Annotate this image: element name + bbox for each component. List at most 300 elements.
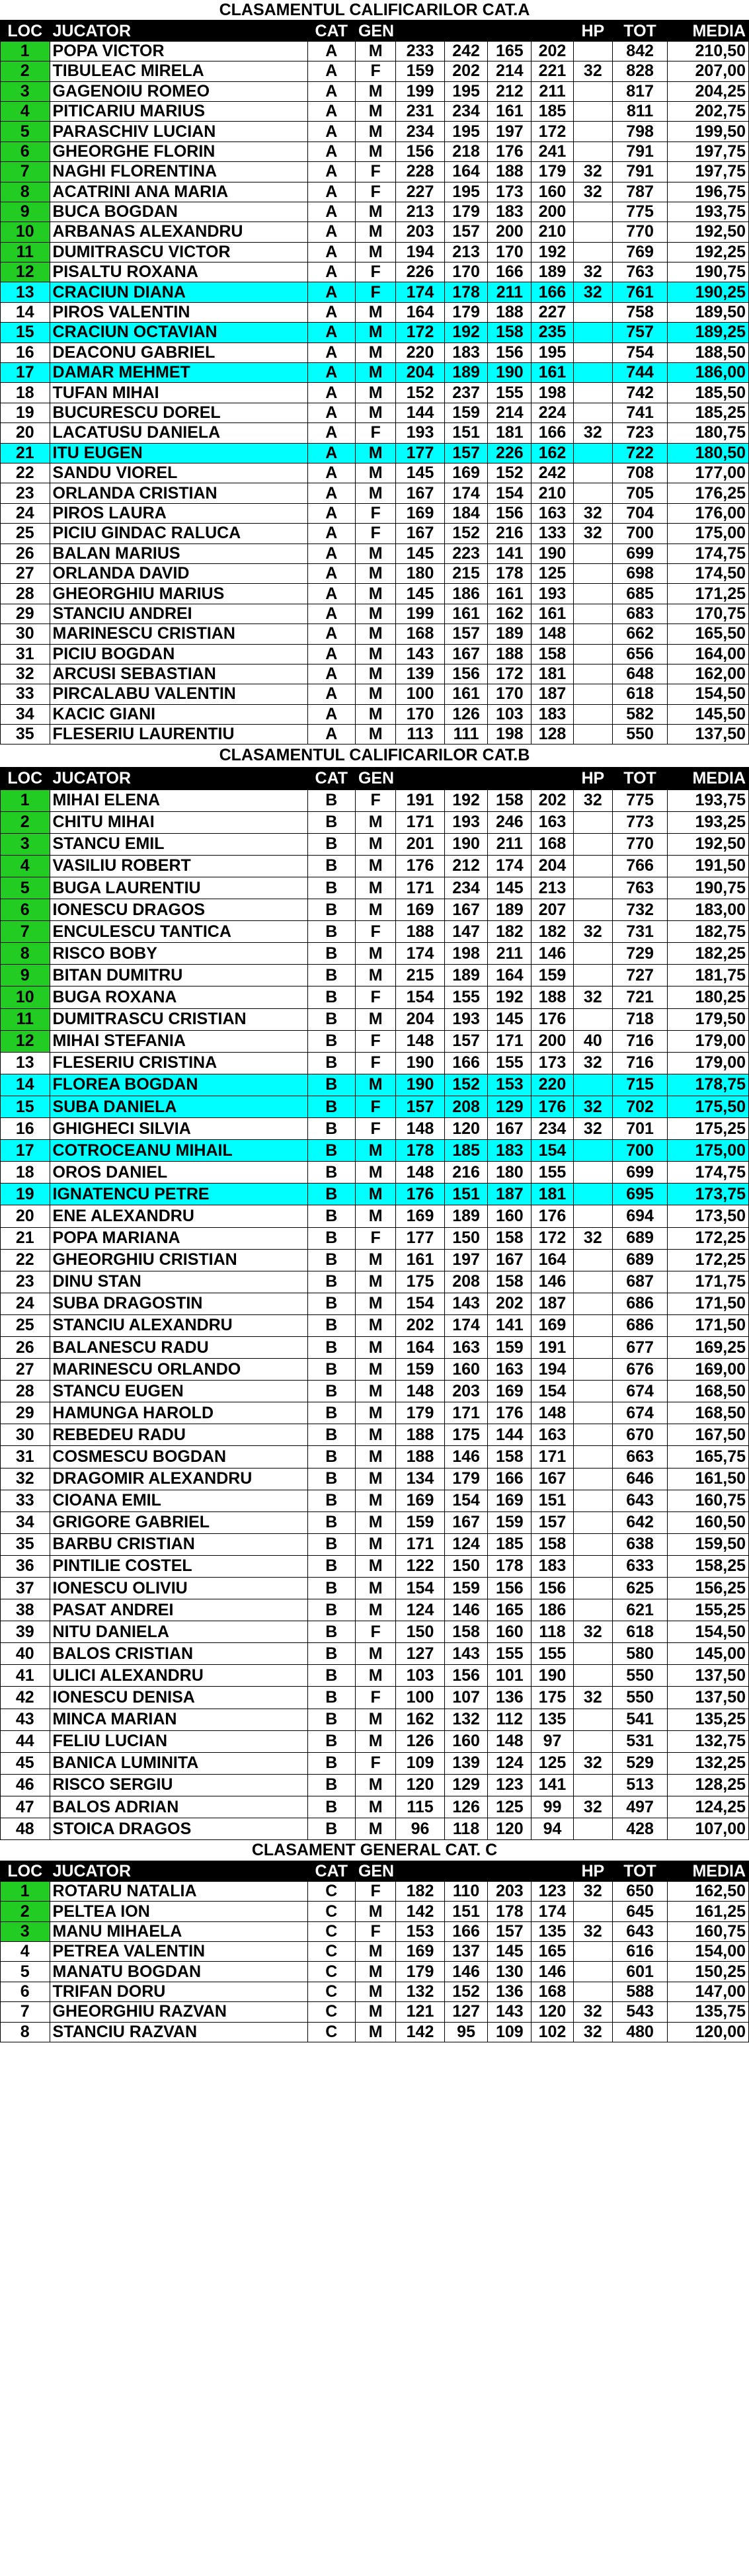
average-cell: 170,75 bbox=[668, 604, 749, 624]
game3-cell: 170 bbox=[488, 684, 532, 704]
player-name-cell: SANDU VIOREL bbox=[50, 463, 307, 483]
average-cell: 177,00 bbox=[668, 463, 749, 483]
rank-cell: 12 bbox=[1, 262, 50, 282]
total-cell: 621 bbox=[612, 1599, 667, 1621]
game4-cell: 148 bbox=[532, 1402, 574, 1424]
game3-cell: 200 bbox=[488, 222, 532, 242]
game3-cell: 192 bbox=[488, 986, 532, 1008]
average-cell: 137,50 bbox=[668, 1687, 749, 1709]
rank-cell: 3 bbox=[1, 833, 50, 855]
average-cell: 174,50 bbox=[668, 563, 749, 583]
game4-cell: 133 bbox=[532, 524, 574, 543]
gender-cell: M bbox=[355, 202, 395, 221]
game3-cell: 136 bbox=[488, 1982, 532, 2001]
average-cell: 172,25 bbox=[668, 1249, 749, 1271]
table-row bbox=[1, 1227, 749, 1249]
handicap-cell bbox=[573, 1578, 612, 1599]
player-name-cell: ACATRINI ANA MARIA bbox=[50, 182, 307, 202]
game2-cell: 157 bbox=[444, 443, 488, 463]
game3-cell: 158 bbox=[488, 1271, 532, 1293]
handicap-cell bbox=[573, 644, 612, 664]
average-cell: 169,00 bbox=[668, 1359, 749, 1381]
handicap-cell: 32 bbox=[573, 1752, 612, 1774]
category-cell: B bbox=[307, 1249, 355, 1271]
total-cell: 716 bbox=[612, 1052, 667, 1074]
rank-cell: 15 bbox=[1, 323, 50, 342]
handicap-cell bbox=[573, 1381, 612, 1402]
table-row bbox=[1, 1555, 749, 1577]
game3-cell: 188 bbox=[488, 644, 532, 664]
table-row bbox=[1, 986, 749, 1008]
handicap-cell bbox=[573, 1643, 612, 1665]
game2-cell: 154 bbox=[444, 1490, 488, 1511]
game1-cell: 169 bbox=[396, 1942, 444, 1962]
handicap-cell: 32 bbox=[573, 182, 612, 202]
total-cell: 529 bbox=[612, 1752, 667, 1774]
game2-cell: 160 bbox=[444, 1359, 488, 1381]
player-name-cell: BALOS ADRIAN bbox=[50, 1796, 307, 1818]
table-header-row bbox=[1, 768, 749, 789]
category-cell: A bbox=[307, 81, 355, 101]
handicap-cell bbox=[573, 584, 612, 604]
handicap-cell bbox=[573, 1490, 612, 1511]
game3-cell: 125 bbox=[488, 1796, 532, 1818]
game3-cell: 178 bbox=[488, 563, 532, 583]
game2-cell: 189 bbox=[444, 965, 488, 986]
game4-cell: 172 bbox=[532, 122, 574, 141]
gender-cell: F bbox=[355, 524, 395, 543]
average-cell: 188,50 bbox=[668, 342, 749, 362]
game4-cell: 154 bbox=[532, 1140, 574, 1162]
game2-cell: 223 bbox=[444, 543, 488, 563]
total-cell: 723 bbox=[612, 423, 667, 443]
rank-cell: 47 bbox=[1, 1796, 50, 1818]
handicap-cell bbox=[573, 1205, 612, 1227]
total-cell: 650 bbox=[612, 1881, 667, 1901]
rank-cell: 7 bbox=[1, 162, 50, 182]
game1-cell: 203 bbox=[396, 222, 444, 242]
game1-cell: 233 bbox=[396, 41, 444, 61]
total-cell: 638 bbox=[612, 1533, 667, 1555]
average-cell: 192,25 bbox=[668, 242, 749, 262]
table-row bbox=[1, 443, 749, 463]
game2-cell: 143 bbox=[444, 1643, 488, 1665]
game2-cell: 185 bbox=[444, 1140, 488, 1162]
average-cell: 178,75 bbox=[668, 1074, 749, 1096]
game2-cell: 160 bbox=[444, 1730, 488, 1752]
total-cell: 428 bbox=[612, 1818, 667, 1840]
game1-cell: 174 bbox=[396, 282, 444, 302]
game4-cell: 97 bbox=[532, 1730, 574, 1752]
total-cell: 648 bbox=[612, 664, 667, 684]
game2-cell: 151 bbox=[444, 423, 488, 443]
rank-cell: 9 bbox=[1, 965, 50, 986]
game2-cell: 132 bbox=[444, 1709, 488, 1730]
game4-cell: 172 bbox=[532, 1227, 574, 1249]
game2-cell: 215 bbox=[444, 563, 488, 583]
game2-cell: 126 bbox=[444, 1796, 488, 1818]
table-row bbox=[1, 1982, 749, 2001]
total-cell: 550 bbox=[612, 1687, 667, 1709]
player-name-cell: BALOS CRISTIAN bbox=[50, 1643, 307, 1665]
table-row bbox=[1, 403, 749, 423]
game3-cell: 183 bbox=[488, 1140, 532, 1162]
player-name-cell: BARBU CRISTIAN bbox=[50, 1533, 307, 1555]
total-cell: 701 bbox=[612, 1118, 667, 1140]
game3-cell: 161 bbox=[488, 584, 532, 604]
game1-cell: 157 bbox=[396, 1096, 444, 1117]
game1-cell: 122 bbox=[396, 1555, 444, 1577]
handicap-cell bbox=[573, 1942, 612, 1962]
total-cell: 698 bbox=[612, 563, 667, 583]
rank-cell: 20 bbox=[1, 1205, 50, 1227]
game3-cell: 176 bbox=[488, 1402, 532, 1424]
section-title: CLASAMENTUL CALIFICARILOR CAT.B bbox=[0, 745, 749, 767]
total-cell: 791 bbox=[612, 162, 667, 182]
table-row bbox=[1, 899, 749, 921]
game3-cell: 214 bbox=[488, 403, 532, 423]
handicap-cell: 32 bbox=[573, 1881, 612, 1901]
gender-cell: M bbox=[355, 81, 395, 101]
game3-cell: 159 bbox=[488, 1511, 532, 1533]
category-cell: B bbox=[307, 1096, 355, 1117]
game3-cell: 165 bbox=[488, 41, 532, 61]
game4-cell: 99 bbox=[532, 1796, 574, 1818]
total-cell: 731 bbox=[612, 921, 667, 943]
table-row bbox=[1, 483, 749, 503]
total-cell: 683 bbox=[612, 604, 667, 624]
handicap-cell bbox=[573, 1249, 612, 1271]
gender-cell: M bbox=[355, 1293, 395, 1314]
gender-cell: M bbox=[355, 1730, 395, 1752]
total-cell: 689 bbox=[612, 1249, 667, 1271]
handicap-cell: 32 bbox=[573, 1621, 612, 1643]
gender-cell: M bbox=[355, 1446, 395, 1468]
rank-cell: 14 bbox=[1, 1074, 50, 1096]
game4-cell: 207 bbox=[532, 899, 574, 921]
game4-cell: 155 bbox=[532, 1643, 574, 1665]
game2-cell: 143 bbox=[444, 1293, 488, 1314]
average-cell: 132,25 bbox=[668, 1752, 749, 1774]
handicap-cell: 32 bbox=[573, 262, 612, 282]
game1-cell: 132 bbox=[396, 1982, 444, 2001]
player-name-cell: TUFAN MIHAI bbox=[50, 383, 307, 403]
game2-cell: 150 bbox=[444, 1555, 488, 1577]
game2-cell: 197 bbox=[444, 1249, 488, 1271]
average-cell: 183,00 bbox=[668, 899, 749, 921]
rank-cell: 35 bbox=[1, 1533, 50, 1555]
handicap-cell bbox=[573, 323, 612, 342]
rank-cell: 46 bbox=[1, 1774, 50, 1796]
total-cell: 708 bbox=[612, 463, 667, 483]
handicap-cell: 32 bbox=[573, 1227, 612, 1249]
game2-cell: 156 bbox=[444, 1665, 488, 1687]
average-cell: 172,25 bbox=[668, 1227, 749, 1249]
handicap-cell: 32 bbox=[573, 2022, 612, 2042]
game1-header bbox=[396, 1861, 444, 1881]
game3-cell: 197 bbox=[488, 122, 532, 141]
game4-cell: 161 bbox=[532, 604, 574, 624]
gender-cell: M bbox=[355, 1902, 395, 1921]
table-row bbox=[1, 1402, 749, 1424]
handicap-cell bbox=[573, 1140, 612, 1162]
game4-cell: 187 bbox=[532, 1293, 574, 1314]
section-title: CLASAMENT GENERAL CAT. C bbox=[0, 1840, 749, 1861]
gender-cell: M bbox=[355, 1162, 395, 1184]
gender-cell: M bbox=[355, 584, 395, 604]
game2-cell: 234 bbox=[444, 877, 488, 899]
handicap-cell bbox=[573, 725, 612, 745]
game4-cell: 141 bbox=[532, 1774, 574, 1796]
category-cell: A bbox=[307, 383, 355, 403]
gender-cell: F bbox=[355, 1921, 395, 1941]
category-cell: A bbox=[307, 604, 355, 624]
game3-cell: 216 bbox=[488, 524, 532, 543]
rank-cell: 21 bbox=[1, 1227, 50, 1249]
table-row bbox=[1, 61, 749, 81]
average-cell: 164,00 bbox=[668, 644, 749, 664]
game2-cell: 184 bbox=[444, 503, 488, 523]
game3-cell: 169 bbox=[488, 1490, 532, 1511]
game4-cell: 210 bbox=[532, 483, 574, 503]
gender-cell: M bbox=[355, 725, 395, 745]
table-row bbox=[1, 1336, 749, 1358]
handicap-cell bbox=[573, 1314, 612, 1336]
player-name-cell: PASAT ANDREI bbox=[50, 1599, 307, 1621]
category-cell: B bbox=[307, 1052, 355, 1074]
gender-cell: M bbox=[355, 483, 395, 503]
table-row bbox=[1, 1774, 749, 1796]
table-row bbox=[1, 1314, 749, 1336]
game1-cell: 213 bbox=[396, 202, 444, 221]
handicap-cell bbox=[573, 1293, 612, 1314]
total-cell: 721 bbox=[612, 986, 667, 1008]
gender-cell: F bbox=[355, 1687, 395, 1709]
average-cell: 197,75 bbox=[668, 141, 749, 161]
player-name-cell: PIROS LAURA bbox=[50, 503, 307, 523]
game1-cell: 231 bbox=[396, 101, 444, 121]
table-row bbox=[1, 1752, 749, 1774]
category-cell: B bbox=[307, 1730, 355, 1752]
game1-cell: 204 bbox=[396, 363, 444, 383]
player-name-cell: MARINESCU CRISTIAN bbox=[50, 624, 307, 644]
game3-cell: 178 bbox=[488, 1555, 532, 1577]
game2-cell: 208 bbox=[444, 1096, 488, 1117]
total-cell: 663 bbox=[612, 1446, 667, 1468]
game1-cell: 103 bbox=[396, 1665, 444, 1687]
total-cell: 754 bbox=[612, 342, 667, 362]
game4-cell: 200 bbox=[532, 1030, 574, 1052]
game4-cell: 159 bbox=[532, 965, 574, 986]
category-cell: B bbox=[307, 1184, 355, 1205]
category-cell: A bbox=[307, 141, 355, 161]
game1-cell: 148 bbox=[396, 1030, 444, 1052]
average-cell: 176,00 bbox=[668, 503, 749, 523]
game2-cell: 166 bbox=[444, 1921, 488, 1941]
game4-cell: 169 bbox=[532, 1314, 574, 1336]
average-cell: 169,25 bbox=[668, 1336, 749, 1358]
table-row bbox=[1, 1796, 749, 1818]
gender-cell: M bbox=[355, 41, 395, 61]
average-cell: 199,50 bbox=[668, 122, 749, 141]
rank-cell: 6 bbox=[1, 141, 50, 161]
player-name-cell: STANCIU RAZVAN bbox=[50, 2022, 307, 2042]
handicap-cell bbox=[573, 563, 612, 583]
game2-cell: 150 bbox=[444, 1227, 488, 1249]
game2-cell: 183 bbox=[444, 342, 488, 362]
rank-cell: 48 bbox=[1, 1818, 50, 1840]
gender-cell: M bbox=[355, 1982, 395, 2001]
game2-cell: 164 bbox=[444, 162, 488, 182]
game3-cell: 136 bbox=[488, 1687, 532, 1709]
table-row bbox=[1, 182, 749, 202]
gender-cell: M bbox=[355, 1962, 395, 1982]
game2-cell: 137 bbox=[444, 1942, 488, 1962]
game4-cell: 198 bbox=[532, 383, 574, 403]
table-row bbox=[1, 1140, 749, 1162]
game4-cell: 235 bbox=[532, 323, 574, 342]
gender-cell: F bbox=[355, 1621, 395, 1643]
rank-cell: 26 bbox=[1, 1336, 50, 1358]
game2-cell: 195 bbox=[444, 81, 488, 101]
rank-cell: 22 bbox=[1, 1249, 50, 1271]
game3-header bbox=[488, 21, 532, 41]
category-cell: A bbox=[307, 41, 355, 61]
handicap-cell bbox=[573, 1511, 612, 1533]
game3-cell: 185 bbox=[488, 1533, 532, 1555]
gender-cell: M bbox=[355, 2002, 395, 2022]
rank-cell: 11 bbox=[1, 1008, 50, 1030]
total-cell: 601 bbox=[612, 1962, 667, 1982]
game1-cell: 124 bbox=[396, 1599, 444, 1621]
player-name-cell: RISCO BOBY bbox=[50, 943, 307, 965]
table-row bbox=[1, 1381, 749, 1402]
game1-cell: 167 bbox=[396, 524, 444, 543]
gender-cell: M bbox=[355, 363, 395, 383]
game2-cell: 95 bbox=[444, 2022, 488, 2042]
category-cell: C bbox=[307, 2022, 355, 2042]
handicap-cell: 32 bbox=[573, 162, 612, 182]
player-name-cell: BUGA LAURENTIU bbox=[50, 877, 307, 899]
rank-cell: 32 bbox=[1, 1468, 50, 1490]
game4-cell: 162 bbox=[532, 443, 574, 463]
game1-cell: 182 bbox=[396, 1881, 444, 1901]
gender-cell: M bbox=[355, 943, 395, 965]
game1-cell: 176 bbox=[396, 1184, 444, 1205]
rank-cell: 27 bbox=[1, 1359, 50, 1381]
game1-cell: 199 bbox=[396, 81, 444, 101]
total-cell: 689 bbox=[612, 1227, 667, 1249]
rank-cell: 31 bbox=[1, 644, 50, 664]
handicap-cell: 32 bbox=[573, 2002, 612, 2022]
rank-cell: 1 bbox=[1, 41, 50, 61]
category-cell: A bbox=[307, 61, 355, 81]
rank-cell: 5 bbox=[1, 122, 50, 141]
game2-cell: 195 bbox=[444, 122, 488, 141]
average-cell: 189,50 bbox=[668, 302, 749, 322]
game2-cell: 147 bbox=[444, 921, 488, 943]
gender-cell: M bbox=[355, 302, 395, 322]
game3-cell: 145 bbox=[488, 1942, 532, 1962]
gender-cell: M bbox=[355, 1942, 395, 1962]
game1-cell: 115 bbox=[396, 1796, 444, 1818]
player-name-cell: BALAN MARIUS bbox=[50, 543, 307, 563]
player-name-cell: PIRCALABU VALENTIN bbox=[50, 684, 307, 704]
gender-cell: M bbox=[355, 1599, 395, 1621]
game2-cell: 157 bbox=[444, 624, 488, 644]
category-cell: B bbox=[307, 877, 355, 899]
rank-cell: 1 bbox=[1, 789, 50, 811]
game3-cell: 189 bbox=[488, 624, 532, 644]
total-cell: 828 bbox=[612, 61, 667, 81]
gender-cell: F bbox=[355, 1227, 395, 1249]
category-cell: A bbox=[307, 182, 355, 202]
rank-cell: 25 bbox=[1, 524, 50, 543]
player-name-cell: PICIU GINDAC RALUCA bbox=[50, 524, 307, 543]
player-name-cell: TIBULEAC MIRELA bbox=[50, 61, 307, 81]
game4-cell: 163 bbox=[532, 1424, 574, 1446]
gender-cell: F bbox=[355, 282, 395, 302]
table-row bbox=[1, 1687, 749, 1709]
game2-cell: 198 bbox=[444, 943, 488, 965]
rank-cell: 27 bbox=[1, 563, 50, 583]
game4-cell: 190 bbox=[532, 1665, 574, 1687]
game4-cell: 168 bbox=[532, 833, 574, 855]
game3-cell: 173 bbox=[488, 182, 532, 202]
average-cell: 155,25 bbox=[668, 1599, 749, 1621]
category-cell: C bbox=[307, 1942, 355, 1962]
player-name-cell: STANCU EMIL bbox=[50, 833, 307, 855]
table-row bbox=[1, 789, 749, 811]
game4-cell: 176 bbox=[532, 1008, 574, 1030]
category-cell: C bbox=[307, 1982, 355, 2001]
handicap-cell bbox=[573, 1555, 612, 1577]
gender-cell: M bbox=[355, 342, 395, 362]
category-cell: B bbox=[307, 1314, 355, 1336]
category-cell: A bbox=[307, 443, 355, 463]
total-cell: 497 bbox=[612, 1796, 667, 1818]
table-row bbox=[1, 2002, 749, 2022]
category-cell: A bbox=[307, 524, 355, 543]
game1-cell: 176 bbox=[396, 855, 444, 877]
gender-cell: M bbox=[355, 1468, 395, 1490]
gender-cell: M bbox=[355, 855, 395, 877]
player-name-cell: ROTARU NATALIA bbox=[50, 1881, 307, 1901]
game1-cell: 139 bbox=[396, 664, 444, 684]
category-cell: B bbox=[307, 1533, 355, 1555]
total-cell: 670 bbox=[612, 1424, 667, 1446]
table-header-row bbox=[1, 21, 749, 41]
table-row bbox=[1, 202, 749, 221]
player-name-cell: CRACIUN OCTAVIAN bbox=[50, 323, 307, 342]
category-cell: B bbox=[307, 1424, 355, 1446]
game3-cell: 123 bbox=[488, 1774, 532, 1796]
total-cell: 769 bbox=[612, 242, 667, 262]
average-cell: 165,75 bbox=[668, 1446, 749, 1468]
game3-cell: 158 bbox=[488, 789, 532, 811]
handicap-cell bbox=[573, 899, 612, 921]
total-cell: 715 bbox=[612, 1074, 667, 1096]
category-cell: B bbox=[307, 1402, 355, 1424]
hp-header: HP bbox=[573, 1861, 612, 1881]
handicap-cell bbox=[573, 1162, 612, 1184]
table-row bbox=[1, 323, 749, 342]
handicap-cell bbox=[573, 443, 612, 463]
game1-cell: 178 bbox=[396, 1140, 444, 1162]
handicap-cell bbox=[573, 222, 612, 242]
rank-cell: 28 bbox=[1, 1381, 50, 1402]
game3-cell: 162 bbox=[488, 604, 532, 624]
